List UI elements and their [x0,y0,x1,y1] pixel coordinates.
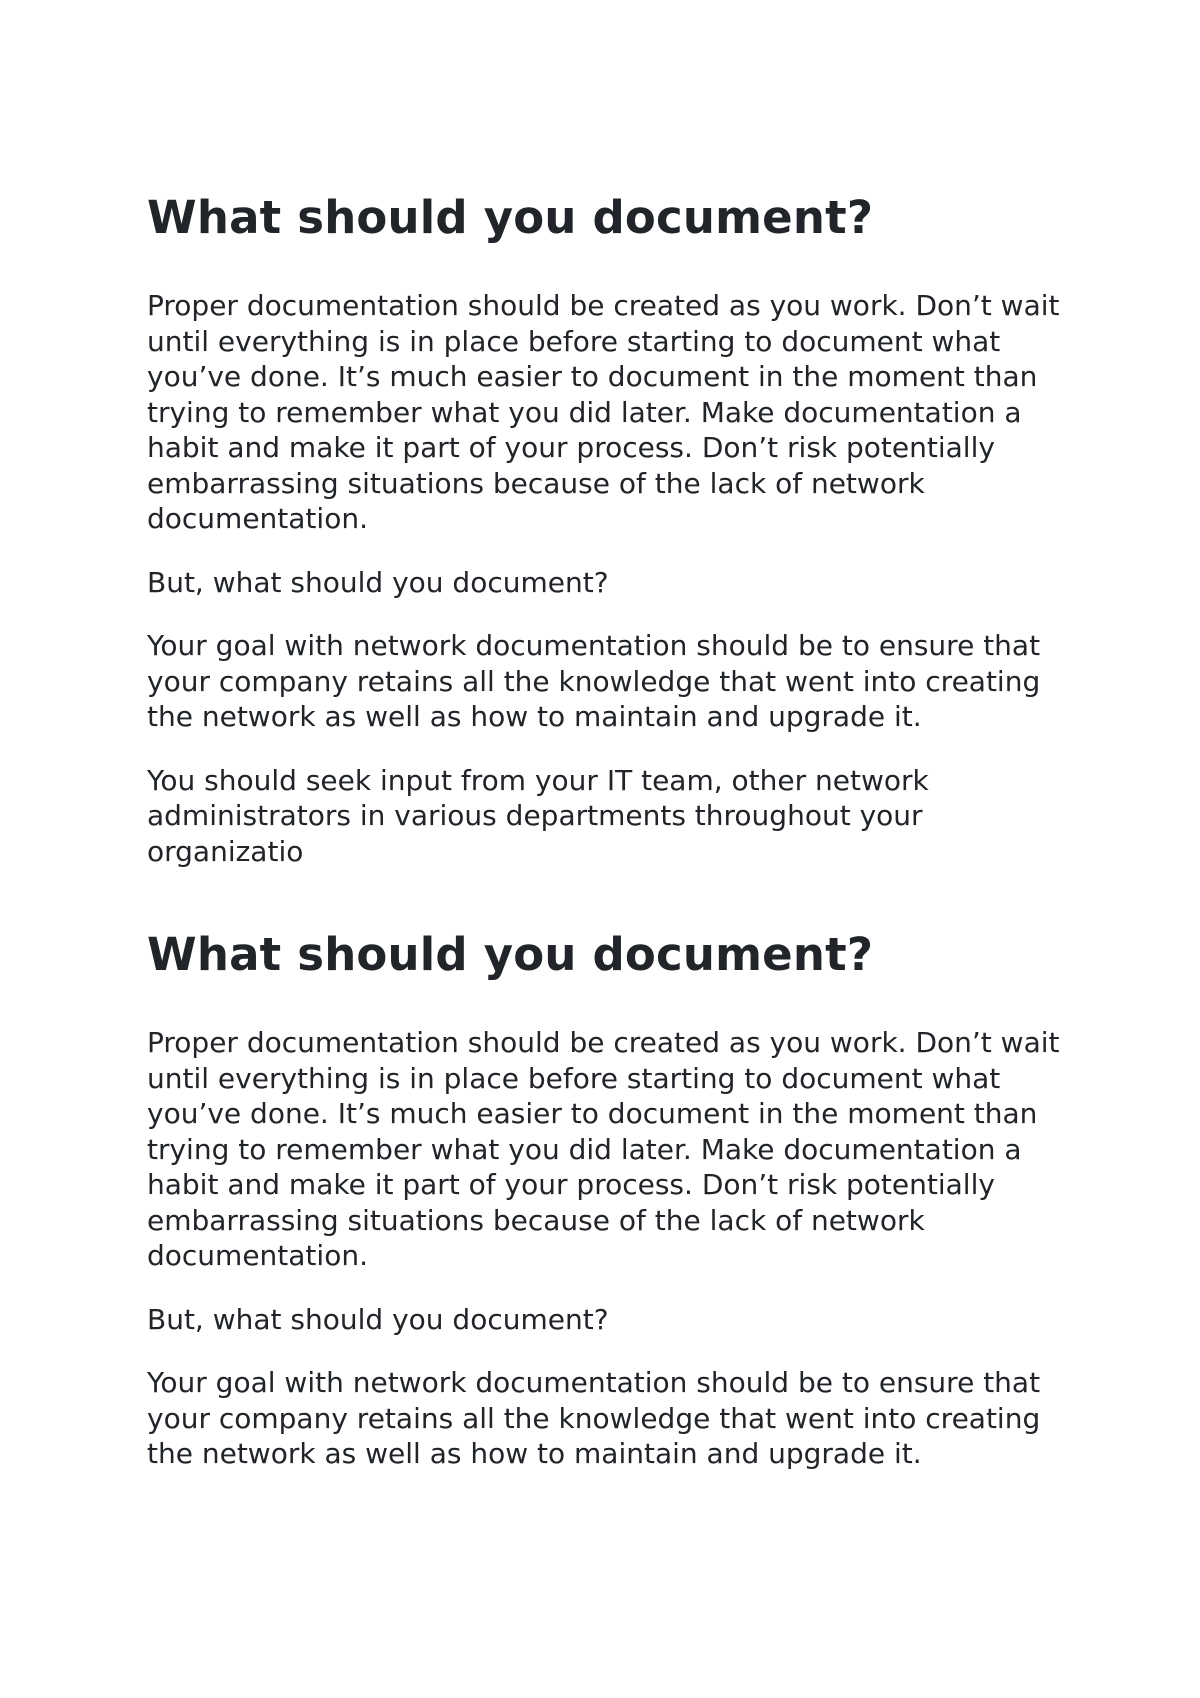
section-2-heading: What should you document? [147,928,874,981]
section-2 [147,927,1077,1472]
section-1 [147,190,1077,869]
section-1-paragraph-1: Proper documentation should be created as you work. Don’t wait until everything is in place before starting to document what you’ve done. It’s much easier to document in the moment than trying to remember what you did later. Make documentation a habit and make it part of your process. Don’t risk potentially embarrassing situations because of the lack of network documentation. [147,289,1060,535]
section-1-paragraph-3: Your goal with network documentation should be to ensure that your company retains all the knowledge that went into creating the network as well as how to maintain and upgrade it. [147,629,1041,733]
section-1-heading: What should you document? [147,191,874,244]
section-2-paragraph-2: But, what should you document? [147,1302,609,1336]
section-2-paragraph-3: Your goal with network documentation should be to ensure that your company retains all the knowledge that went into creating the network as well as how to maintain and upgrade it. [147,1366,1041,1470]
document-content [147,190,1077,1472]
section-2-paragraph-1: Proper documentation should be created as you work. Don’t wait until everything is in place before starting to document what you’ve done. It’s much easier to document in the moment than trying to remember what you did later. Make documentation a habit and make it part of your process. Don’t risk potentially embarrassing situations because of the lack of network documentation. [147,1026,1060,1272]
section-1-paragraph-2: But, what should you document? [147,565,609,599]
section-1-paragraph-4: You should seek input from your IT team, other network administrators in various departments throughout your organizatio [147,763,929,868]
